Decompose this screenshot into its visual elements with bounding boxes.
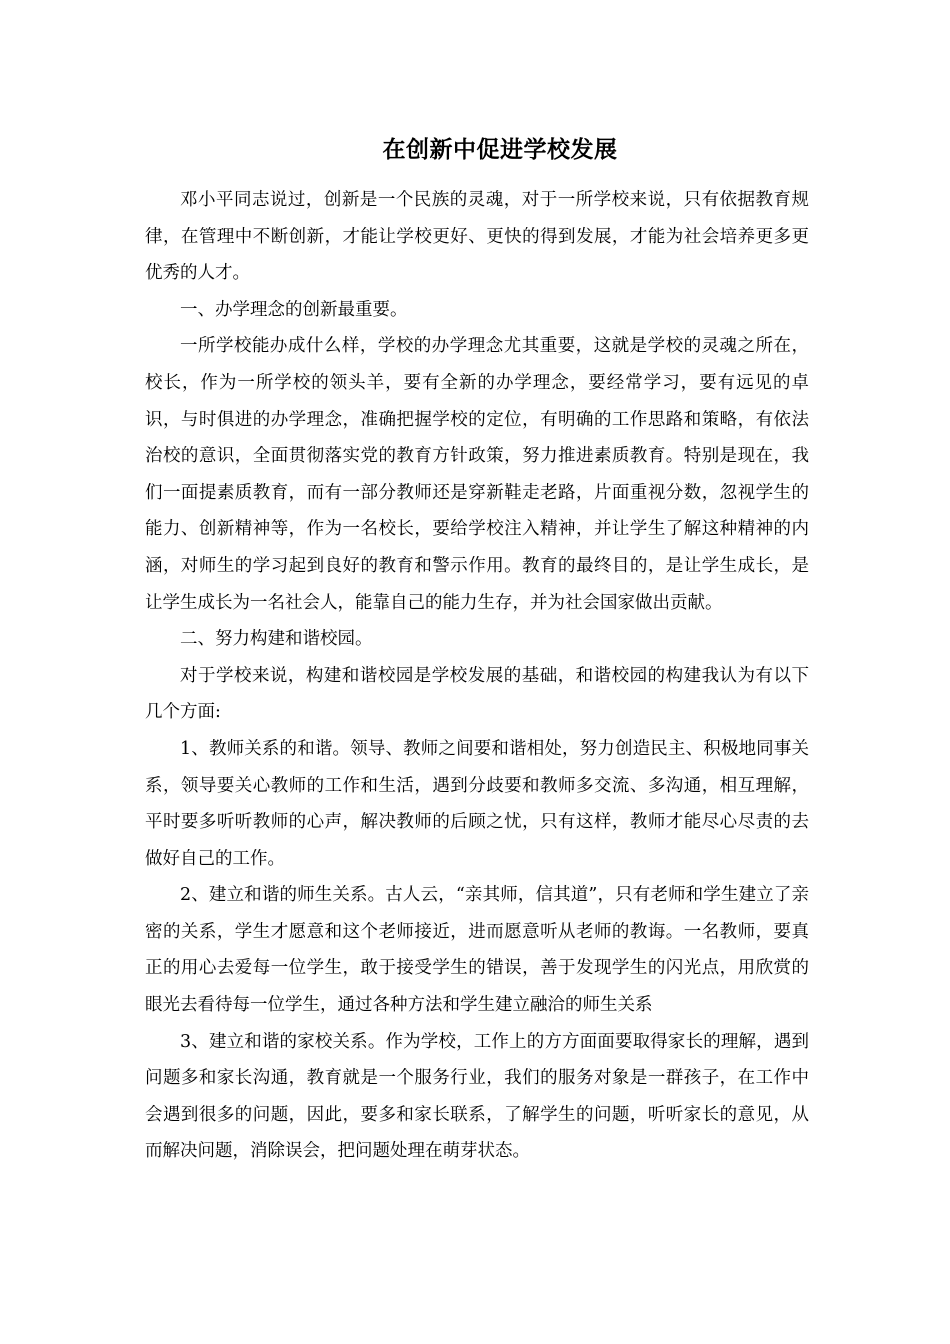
paragraph-teacher-student-relations: 2、建立和谐的师生关系。古人云，“亲其师，信其道”，只有老师和学生建立了亲密的关系，学生才愿意和这个老师接近，进而愿意听从老师的教诲。一名教师，要真正的用心去爱每一位学生，敢于接受学生的错误，善于发现学生的闪光点，用欣赏的眼光去看待每一位学生，通过各种方法和学生建立融洽的师生关系: [145, 885, 809, 1016]
paragraph-harmony-intro: 对于学校来说，构建和谐校园是学校发展的基础，和谐校园的构建我认为有以下几个方面:: [145, 665, 809, 723]
paragraph-teacher-relations: 1、教师关系的和谐。领导、教师之间要和谐相处，努力创造民主、积极地同事关系，领导要关心教师的工作和生活，遇到分歧要和教师多交流、多沟通，相互理解，平时要多听听教师的心声，解决教师的后顾之忧，只有这样，教师才能尽心尽责的去做好自己的工作。: [145, 738, 809, 869]
section-heading-1: 一、办学理念的创新最重要。: [180, 299, 408, 320]
paragraph-school-philosophy: 一所学校能办成什么样，学校的办学理念尤其重要，这就是学校的灵魂之所在，校长，作为一所学校的领头羊，要有全新的办学理念，要经常学习，要有远见的卓识，与时俱进的办学理念，准确把握学校的定位，有明确的工作思路和策略，有依法治校的意识，全面贯彻落实党的教育方针政策，努力推进素质教育。特别是现在，我们一面提素质教育，而有一部分教师还是穿新鞋走老路，片面重视分数，忽视学生的能力、创新精神等，作为一名校长，要给学校注入精神，并让学生了解这种精神的内涵，对师生的学习起到良好的教育和警示作用。教育的最终目的，是让学生成长，是让学生成长为一名社会人，能靠自己的能力生存，并为社会国家做出贡献。: [145, 336, 809, 613]
section-heading-2: 二、努力构建和谐校园。: [180, 629, 373, 650]
document-body: [145, 182, 809, 1170]
paragraph-intro: 邓小平同志说过，创新是一个民族的灵魂，对于一所学校来说，只有依据教育规律，在管理中不断创新，才能让学校更好、更快的得到发展，才能为社会培养更多更优秀的人才。: [145, 190, 809, 284]
paragraph-home-school-relations: 3、建立和谐的家校关系。作为学校，工作上的方方面面要取得家长的理解，遇到问题多和家长沟通，教育就是一个服务行业，我们的服务对象是一群孩子，在工作中会遇到很多的问题，因此，要多和家长联系，了解学生的问题，听听家长的意见，从而解决问题，消除误会，把问题处理在萌芽状态。: [145, 1031, 809, 1162]
document-title: 在创新中促进学校发展: [382, 136, 618, 163]
